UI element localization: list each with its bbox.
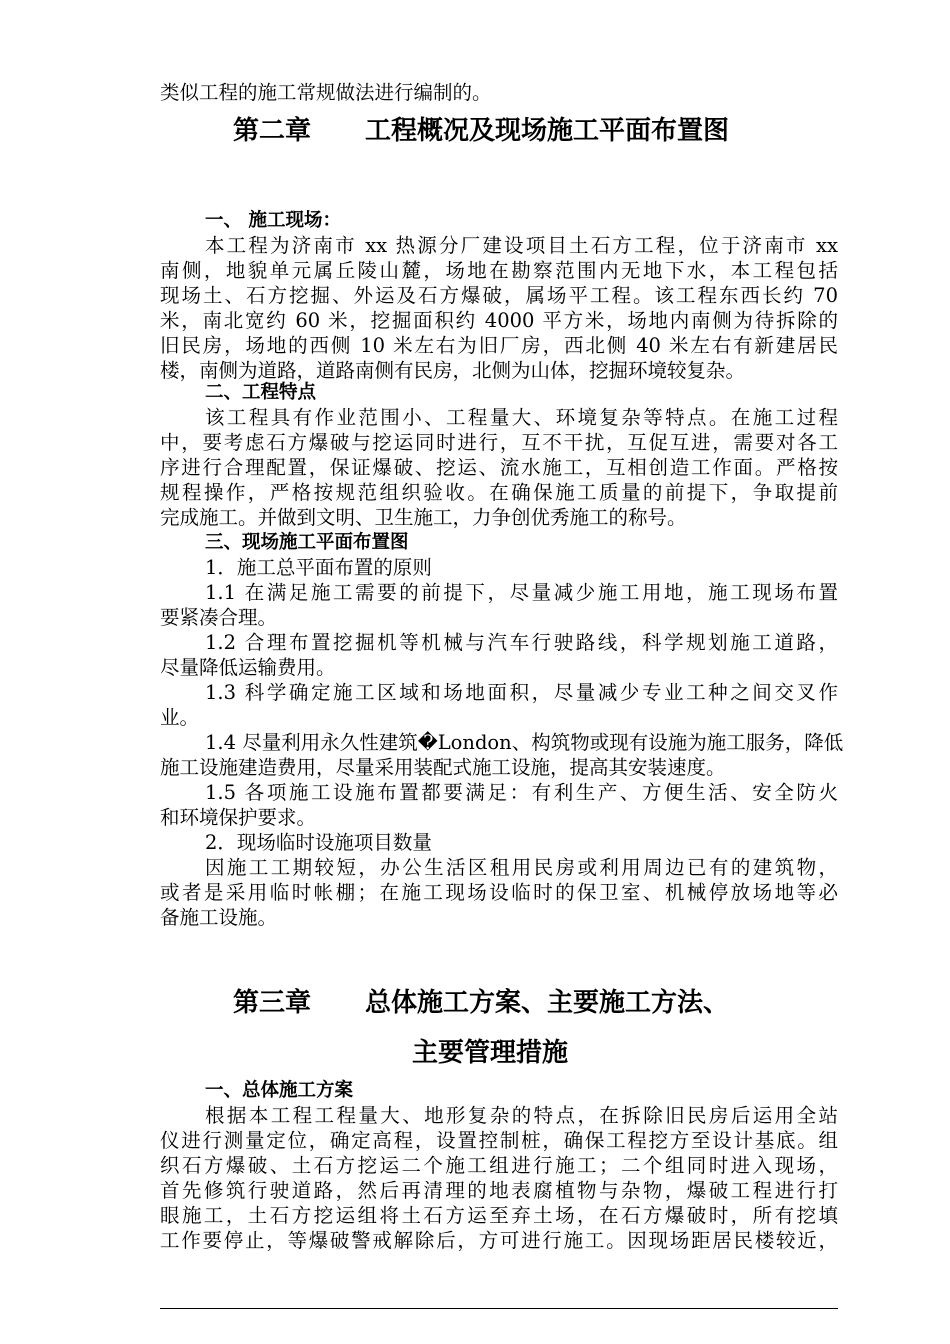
paragraph-line: 现场土、石方挖掘、外运及石方爆破，属场平工程。该工程东西长约 70 — [160, 284, 838, 307]
paragraph-line: 完成施工。并做到文明、卫生施工，力争创优秀施工的称号。 — [160, 506, 687, 529]
section-3-heading: 三、现场施工平面布置图 — [205, 532, 409, 553]
paragraph-line: 仪进行测量定位，确定高程，设置控制桩，确保工程挖方至设计基底。组 — [160, 1129, 838, 1152]
paragraph-line: 1.5 各项施工设施布置都要满足：有利生产、方便生活、安全防火 — [205, 781, 838, 804]
chapter-2-title: 工程概况及现场施工平面布置图 — [365, 116, 730, 146]
paragraph-line: 眼施工，土石方挖运组将土石方运至弃土场，在石方爆破时，所有挖填 — [160, 1204, 838, 1227]
paragraph-line: 本工程为济南市 xx 热源分厂建设项目土石方工程，位于济南市 xx — [205, 234, 838, 257]
section-2-heading: 二、工程特点 — [205, 382, 317, 403]
paragraph-line: 施工设施建造费用，尽量采用装配式施工设施，提高其安装速度。 — [160, 756, 726, 779]
paragraph-line: 和环境保护要求。 — [160, 806, 317, 829]
paragraph-line: 1.4 尽量利用永久性建筑�London、构筑物或现有设施为施工服务，降低 — [205, 731, 844, 754]
paragraph-line: 规程操作，严格按规范组织验收。在确保施工质量的前提下，争取提前 — [160, 481, 838, 504]
section-1-heading: 一、 施工现场： — [205, 210, 341, 231]
paragraph-line: 1.1 在满足施工需要的前提下，尽量减少施工用地，施工现场布置 — [205, 581, 838, 604]
chapter-3-title-line-2: 主要管理措施 — [412, 1038, 569, 1068]
paragraph-line: 或者是采用临时帐棚；在施工现场设临时的保卫室、机械停放场地等必 — [160, 881, 838, 904]
paragraph-line: 根据本工程工程量大、地形复杂的特点，在拆除旧民房后运用全站 — [205, 1104, 838, 1127]
paragraph-line: 织石方爆破、土石方挖运二个施工组进行施工；二个组同时进入现场， — [160, 1154, 838, 1177]
paragraph-line: 首先修筑行驶道路，然后再清理的地表腐植物与杂物，爆破工程进行打 — [160, 1179, 838, 1202]
paragraph-line: 因施工工期较短，办公生活区租用民房或利用周边已有的建筑物， — [205, 856, 838, 879]
subsection-2-heading: 2．现场临时设施项目数量 — [205, 831, 432, 854]
paragraph-line: 工作要停止，等爆破警戒解除后，方可进行施工。因现场距居民楼较近， — [160, 1229, 838, 1252]
paragraph-line: 尽量降低运输费用。 — [160, 656, 336, 679]
chapter-2-number: 第二章 — [233, 116, 312, 146]
paragraph-line: 旧民房，场地的西侧 10 米左右为旧厂房，西北侧 40 米左右有新建居民 — [160, 334, 838, 357]
paragraph-line: 米，南北宽约 60 米，挖掘面积约 4000 平方米，场地内南侧为待拆除的 — [160, 309, 838, 332]
paragraph-line: 南侧，地貌单元属丘陵山麓，场地在勘察范围内无地下水，本工程包括 — [160, 259, 838, 282]
paragraph-line: 要紧凑合理。 — [160, 606, 278, 629]
paragraph-line: 中，要考虑石方爆破与挖运同时进行，互不干扰，互促互进，需要对各工 — [160, 431, 838, 454]
paragraph-line: 该工程具有作业范围小、工程量大、环境复杂等特点。在施工过程 — [205, 406, 838, 429]
subsection-1-heading: 1．施工总平面布置的原则 — [205, 556, 432, 579]
chapter-3-title-line-1: 总体施工方案、主要施工方法、 — [365, 988, 730, 1018]
paragraph-line: 备施工设施。 — [160, 906, 278, 929]
paragraph-line: 1.2 合理布置挖掘机等机械与汽车行驶路线，科学规划施工道路， — [205, 631, 838, 654]
paragraph-line: 楼，南侧为道路，道路南侧有民房，北侧为山体，挖掘环境较复杂。 — [160, 359, 746, 382]
paragraph-line: 序进行合理配置，保证爆破、挖运、流水施工，互相创造工作面。严格按 — [160, 456, 838, 479]
paragraph-line: 业。 — [160, 706, 200, 729]
chapter-3-section-1-heading: 一、总体施工方案 — [205, 1080, 354, 1101]
paragraph-line: 1.3 科学确定施工区域和场地面积，尽量减少专业工种之间交叉作 — [205, 681, 838, 704]
continuation-text: 类似工程的施工常规做法进行编制的。 — [160, 81, 492, 104]
chapter-3-number: 第三章 — [233, 988, 312, 1018]
footer-rule — [160, 1308, 838, 1309]
